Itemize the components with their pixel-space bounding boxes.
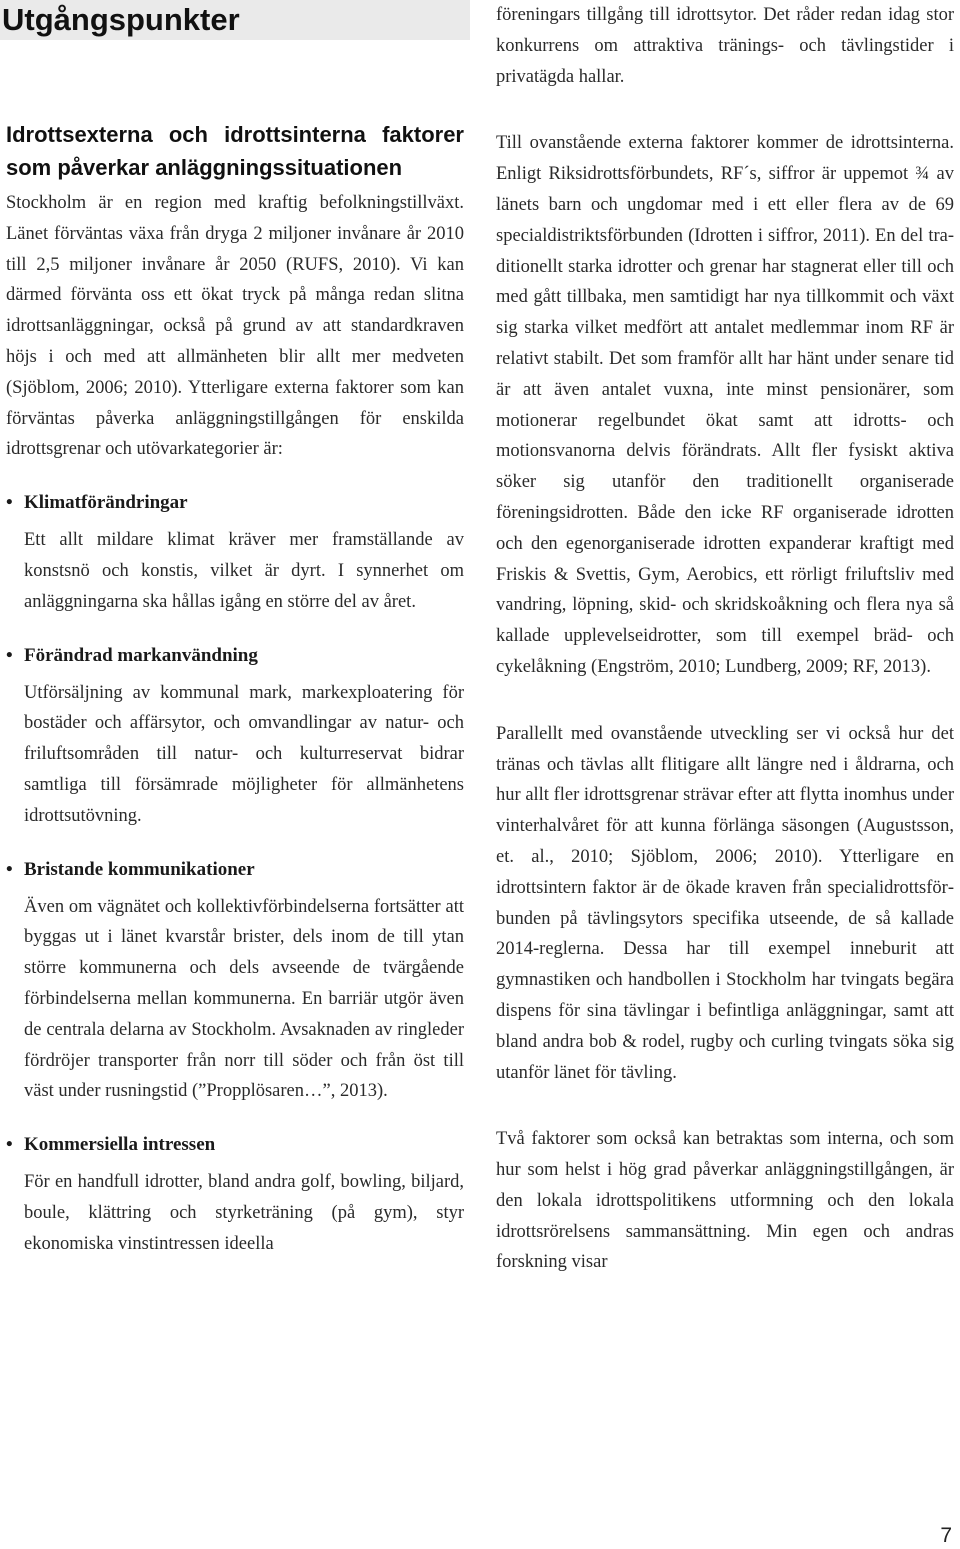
bullet-title (6, 640, 464, 672)
bullet-text: Ett allt mildare klimat kräver mer framställande av konstsnö och konstis, vilket är dyrt. I synnerhet om anläggningarna ska hållas igång en större del av året. (24, 530, 464, 612)
paragraph-two-factors: Två faktorer som också kan betraktas som interna, och som hur som helst i hög grad påverkar anläggningstillgången, är den lokala idrottspolitikens utformning och den lokala idrottsrörelsens sammansättning. Min egen och andras forskning visar (496, 1129, 954, 1273)
paragraph-parallel: Parallellt med ovanstående utveckling ser vi också hur det tränas och tävlas allt flitigare allt längre ned i åldrarna, och hur allt fler idrottsgrenar strävar efter att flytta inomhus under vinterhalvåret för att kunna förlänga säsongen (Augustsson, et. al., 2010; Sjöblom, 2006; 2010). Ytterligare en idrottsintern faktor är de ökade kraven från specialidrottsförbunden på tävlingsytors specifika utseende, de så kallade 2014-reglerna. Dessa har till exempel inneburit att gymnastiken och handbollen i Stockholm har tvingats begära dispens för sina tävlingar i befintliga anläggningar, samt att bland andra bob & rodel, rugby och curling tvingats söka sig utanför länet för tävling. (496, 723, 954, 1083)
bullet-icon: • (6, 492, 13, 514)
bullet-icon: • (6, 858, 13, 880)
bullet-title-text: Bristande kommunikationer (24, 858, 255, 880)
right-column (496, 0, 954, 1278)
bullet-icon: • (6, 1134, 13, 1156)
bullet-text: Även om vägnätet och kollektivförbindelserna fortsätter att byggas ut i länet kvarstår brister, dels inom de till ytan större kommunerna och dels avseende de tvärgående förbindelserna mellan kommunerna. En barriär utgör även de centrala delarna av Stockholm. Avsaknaden av ringleder fördröjer transporter från norr till söder och från öst till väst under rusningstid (”Propplösaren…”, 2013). (24, 896, 464, 1102)
paragraph-gap (496, 683, 954, 719)
section-heading: Idrottsexterna och idrottsinterna faktorer som påverkar anläggningssituationen (6, 122, 464, 180)
paragraph-continuation: föreningars tillgång till idrottsytor. Det råder redan idag stor konkurrens om attraktiva tränings- och tävlingstider i privatägda hallar. (496, 5, 954, 87)
bullet-title (6, 487, 464, 519)
bullet-title (6, 1129, 464, 1161)
bullet-title-text: Klimatförändringar (24, 492, 188, 514)
bullet-icon: • (6, 644, 13, 666)
bullet-item-land-use (6, 640, 464, 832)
intro-paragraph: Stockholm är en region med kraftig befolkningstillväxt. Länet förväntas växa från dryga 2 miljoner invånare år 2010 till 2,5 miljoner invånare år 2050 (RUFS, 2010). Vi kan därmed förvänta oss ett ökat tryck på många redan slitna idrottsanläggningar, också på grund av att standardkraven höjs i och med att allmänheten blir allt mer medveten (Sjöblom, 2006; 2010). Ytterligare externa faktorer som kan förväntas påverka anläggningstillgången för enskilda idrottsgrenar och utövarkategorier är: (6, 193, 464, 460)
paragraph-internal-factors: Till ovanstående externa faktorer kommer de idrottsinterna. Enligt Riksidrottsförbundets, RF´s, siffror är uppemot ¾ av länets barn och ungdomar med i ett eller flera av de 69 specialdistriktsförbunden (Idrotten i siffror, 2011). En del traditionellt starka idrotter och grenar har stagnerat eller till och med gått tillbaka, men samtidigt har nya tillkommit och växt sig starka vilket medfört att antalet medlemmar inom RF är relativt stabilt. Det som framför allt har hänt under senare tid är att även antalet vuxna, inte minst pensionärer, som motionerar regelbundet ökat samt att idrotts- och motionsvanorna delvis förändrats. Allt fler fysiskt aktiva söker sig utanför den traditionellt organiserade föreningsidrotten. Både den icke RF organiserade idrotten och den egenorganiserade idrotten expanderar kraftigt med Friskis & Svettis, Gym, Aerobics, ett rörligt friluftsliv med vandring, löpning, skid- och skridskoåkning och flera nya så kallade upplevelseidrotter, som till exempel bräd- och cykelåkning (Engström, 2010; Lundberg, 2009; RF, 2013). (496, 133, 954, 677)
bullet-item-climate (6, 487, 464, 617)
bullet-item-commercial (6, 1129, 464, 1259)
paragraph-gap (496, 1088, 954, 1124)
bullet-title-text: Förändrad markanvändning (24, 644, 258, 666)
bullet-item-communications (6, 854, 464, 1108)
bullet-title-text: Kommersiella intressen (24, 1134, 216, 1156)
bullet-text: Utförsäljning av kommunal mark, markexploatering för bostäder och affärsytor, och omvandlingar av natur- och friluftsområden till natur- och kulturreservat bidrar samtliga till försämrade möjligheter för allmänhetens idrottsutövning. (24, 682, 464, 826)
bullet-text: För en handfull idrotter, bland andra golf, bowling, biljard, boule, klättring och styrketräning (på gym), styr ekonomiska vinstintressen ideella (24, 1172, 464, 1254)
bullet-title (6, 854, 464, 886)
paragraph-gap (496, 92, 954, 128)
page-number: 7 (940, 1524, 952, 1547)
left-column (6, 118, 464, 1260)
page-title: Utgångspunkter (0, 0, 470, 40)
